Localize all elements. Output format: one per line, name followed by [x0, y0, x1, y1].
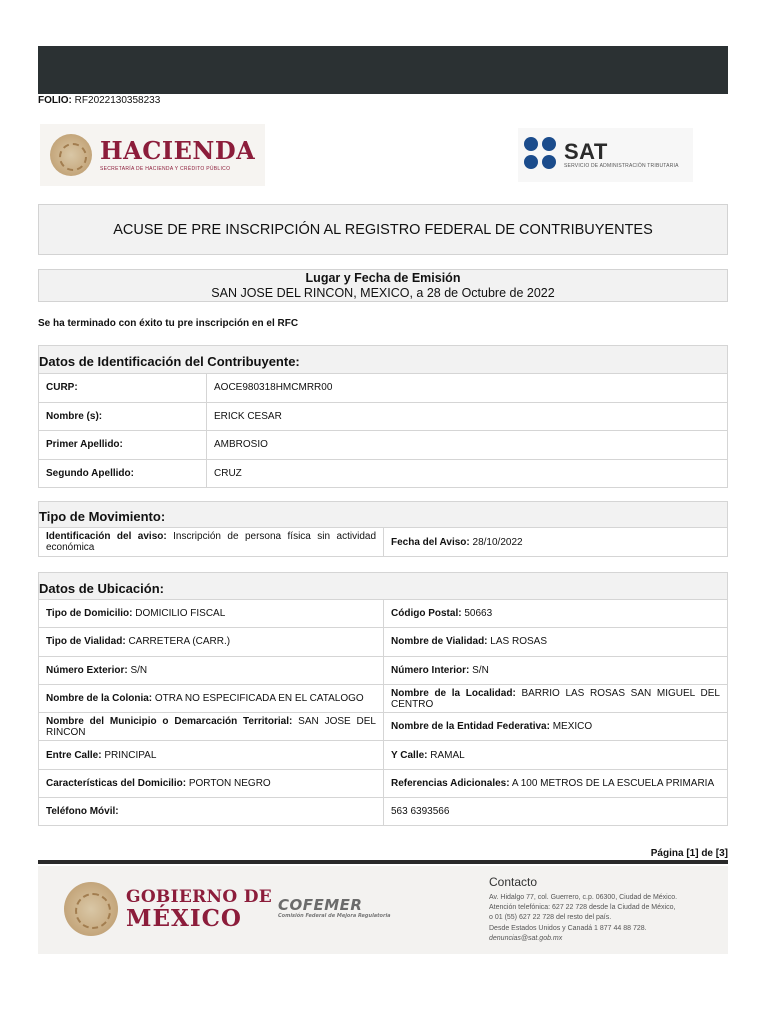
table-row	[39, 798, 728, 826]
cell-value: 563 6393566	[391, 806, 450, 818]
cell-label: Nombre de Vialidad:	[391, 636, 488, 648]
cell-label: Y Calle:	[391, 749, 428, 761]
cell-value: 50663	[464, 608, 493, 620]
document-title-box	[38, 204, 728, 255]
cell-label: Referencias Adicionales:	[391, 777, 510, 789]
folio-value: RF2022130358233	[74, 95, 161, 106]
cell-value: S/N	[472, 664, 489, 676]
table-row	[39, 741, 728, 769]
ubicacion-table	[38, 572, 728, 826]
cell-label: Entre Calle:	[46, 749, 102, 761]
cell-label: Código Postal:	[391, 608, 462, 620]
table-row	[39, 374, 728, 403]
top-header-bar	[38, 46, 728, 94]
hacienda-logo	[40, 124, 265, 186]
table-row	[39, 459, 728, 488]
cell-value: RAMAL	[430, 749, 465, 761]
cell-label: Nombre de la Localidad:	[391, 687, 516, 699]
aviso-value: Inscripción de persona física sin actividad económica	[46, 531, 377, 553]
success-message: Se ha terminado con éxito tu pre inscripción en el RFC	[38, 318, 299, 329]
folio	[38, 95, 160, 106]
ubicacion-header: Datos de Ubicación:	[39, 573, 728, 600]
cell-value: OTRA NO ESPECIFICADA EN EL CATALOGO	[154, 693, 364, 705]
row-value: CRUZ	[207, 459, 728, 488]
fecha-value: 28/10/2022	[472, 536, 523, 548]
sat-dots-icon	[524, 137, 560, 173]
contact-title: Contacto	[489, 875, 538, 889]
cell-label: Nombre de la Entidad Federativa:	[391, 721, 550, 733]
cell-value: PORTON NEGRO	[188, 777, 271, 789]
movimiento-table	[38, 501, 728, 557]
cell-label: Nombre del Municipio o Demarcación Territorial:	[46, 715, 293, 727]
sat-subtitle: SERVICIO DE ADMINISTRACIÓN TRIBUTARIA	[564, 163, 679, 169]
cell-value: SAN JOSE DEL RINCON	[46, 715, 376, 738]
footer	[38, 866, 728, 954]
contact-line: Av. Hidalgo 77, col. Guerrero, c.p. 06300, Ciudad de México.	[489, 894, 678, 901]
cell-value: A 100 METROS DE LA ESCUELA PRIMARIA	[511, 777, 715, 789]
cell-label: Teléfono Móvil:	[46, 806, 119, 818]
cell-value: BARRIO LAS ROSAS SAN MIGUEL DEL CENTRO	[391, 687, 720, 710]
table-row	[39, 528, 728, 557]
row-label: Nombre (s):	[46, 410, 103, 422]
cell-label: Tipo de Domicilio:	[46, 608, 133, 620]
cell-label: Nombre de la Colonia:	[46, 693, 153, 705]
footer-divider	[38, 860, 728, 864]
cofemer-title: COFEMER	[278, 896, 363, 914]
cell-label: Número Exterior:	[46, 664, 128, 676]
cell-label: Características del Domicilio:	[46, 777, 187, 789]
row-label: CURP:	[46, 382, 78, 394]
hacienda-subtitle: SECRETARÍA DE HACIENDA Y CRÉDITO PÚBLICO	[100, 166, 231, 172]
table-row	[39, 684, 728, 712]
gobierno-line2: MÉXICO	[126, 905, 242, 932]
emision-value: SAN JOSE DEL RINCON, MEXICO, a 28 de Octubre de 2022	[211, 286, 555, 300]
emision-label: Lugar y Fecha de Emisión	[305, 271, 461, 285]
row-value: AOCE980318HMCMRR00	[207, 374, 728, 403]
table-row	[39, 713, 728, 741]
folio-label: FOLIO:	[38, 95, 72, 106]
contact-line: o 01 (55) 627 22 728 del resto del país.	[489, 914, 612, 922]
identificacion-header: Datos de Identificación del Contribuyente:	[39, 346, 728, 374]
mexico-seal-icon	[64, 882, 118, 936]
gobierno-logo	[64, 882, 272, 936]
cell-value: PRINCIPAL	[104, 749, 157, 761]
aviso-label: Identificación del aviso:	[46, 531, 167, 542]
identificacion-table	[38, 345, 728, 488]
row-value: ERICK CESAR	[207, 402, 728, 431]
row-value: AMBROSIO	[207, 431, 728, 460]
sat-logo	[518, 128, 693, 182]
table-row	[39, 431, 728, 460]
cofemer-logo	[278, 898, 391, 919]
contact-block	[489, 875, 719, 944]
cell-value: CARRETERA (CARR.)	[128, 636, 231, 648]
fecha-label: Fecha del Aviso:	[391, 536, 470, 548]
contact-email: denuncias@sat.gob.mx	[489, 934, 563, 942]
cell-value: S/N	[130, 664, 148, 676]
table-row	[39, 600, 728, 628]
cell-label: Número Interior:	[391, 664, 470, 676]
gobierno-line1: GOBIERNO DE	[126, 887, 272, 907]
hacienda-title: HACIENDA	[100, 136, 256, 165]
page-number: Página [1] de [3]	[650, 848, 728, 859]
emision-box	[38, 269, 728, 302]
contact-line: Desde Estados Unidos y Canadá 1 877 44 88 728.	[489, 924, 647, 932]
document-title: ACUSE DE PRE INSCRIPCIÓN AL REGISTRO FEDERAL DE CONTRIBUYENTES	[113, 221, 653, 238]
contact-line: Atención telefónica: 627 22 728 desde la Ciudad de México,	[489, 904, 676, 912]
mexico-seal-icon	[50, 134, 92, 176]
table-row	[39, 769, 728, 797]
table-row	[39, 628, 728, 656]
cell-value: DOMICILIO FISCAL	[135, 608, 226, 620]
table-row	[39, 656, 728, 684]
table-row	[39, 402, 728, 431]
movimiento-header: Tipo de Movimiento:	[39, 502, 728, 528]
cofemer-subtitle: Comisión Federal de Mejora Regulatoria	[278, 913, 391, 919]
row-label: Primer Apellido:	[46, 439, 123, 451]
row-label: Segundo Apellido:	[46, 467, 134, 479]
sat-title: SAT	[564, 139, 608, 164]
cell-value: LAS ROSAS	[490, 636, 547, 648]
cell-label: Tipo de Vialidad:	[46, 636, 126, 648]
cell-value: MEXICO	[552, 721, 593, 733]
